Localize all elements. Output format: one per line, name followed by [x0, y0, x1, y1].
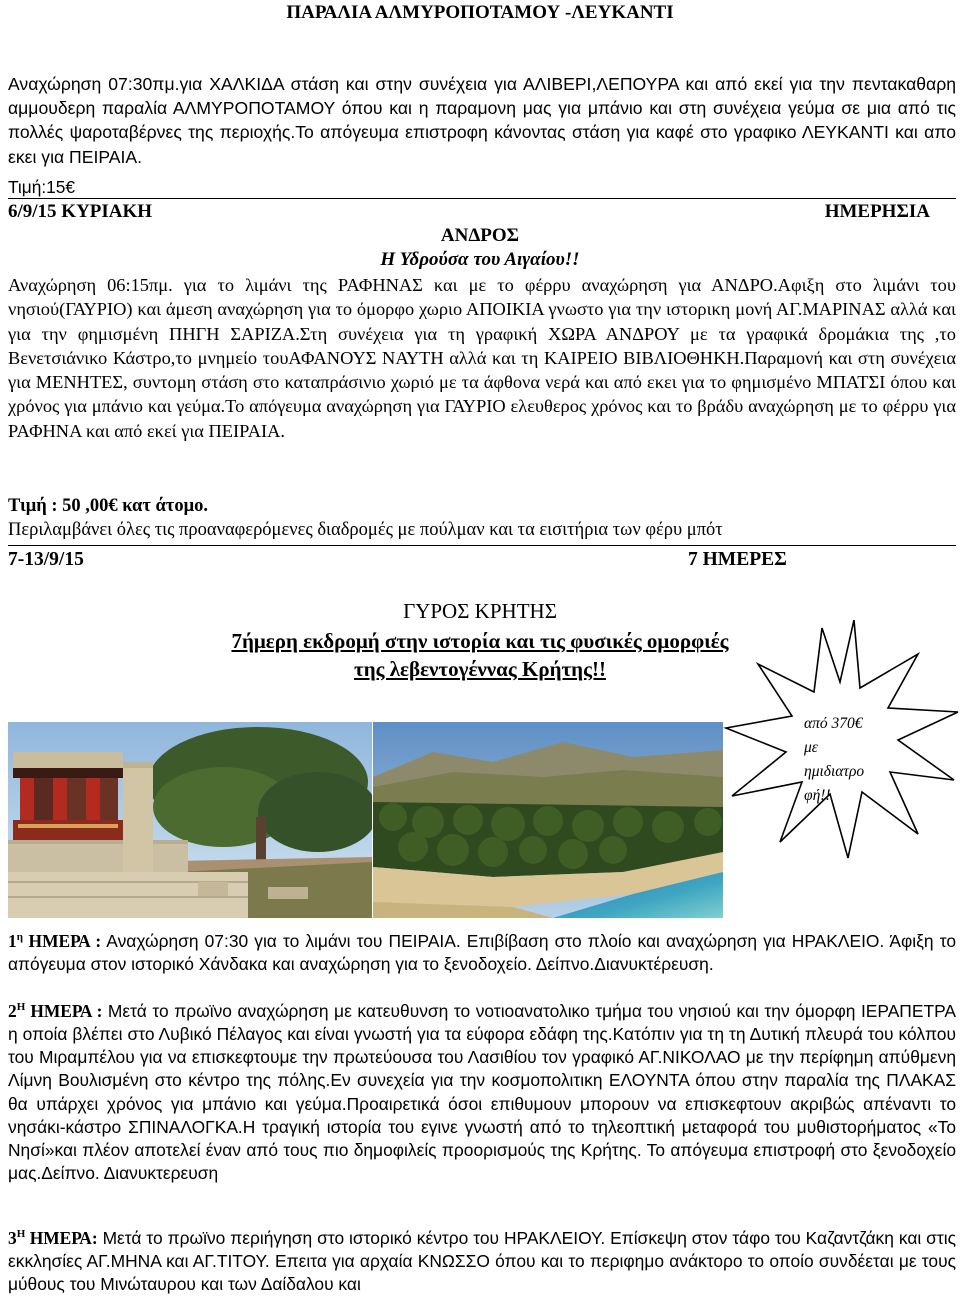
trip2-date: 6/9/15 ΚΥΡΙΑΚΗ	[8, 201, 153, 222]
price-starburst-badge	[722, 620, 960, 860]
day-text: Μετά το πρωϊνο περιήγηση στο ιστορικό κέντρο του ΗΡΑΚΛΕΙΟΥ. Επίσκεψη στον τάφο του Καζαντζάκη και στις εκκλησίες ΑΓ.ΜΗΝΑ και ΑΓ.ΤΙΤΟΥ. Επειτα για αρχαία ΚΝΩΣΣΟ όπου και το περιφημο ανάκτορο το οποίο συνδέεται με τους μύθους του Μινώταυρου και των Δαίδαλου και	[8, 1227, 956, 1295]
trip3-date: 7-13/9/15	[8, 549, 84, 570]
starburst-line: φή!!	[804, 787, 831, 804]
trip1-price: Τιμή:15€	[8, 177, 75, 197]
day-2-paragraph	[8, 996, 956, 1185]
beach-palm-illustration	[373, 722, 723, 918]
knossos-palace-illustration	[8, 722, 372, 918]
day-label: $3^H$ ΗΜΕΡΑ:	[8, 1227, 98, 1248]
section-divider	[8, 198, 956, 199]
trip1-description: Αναχώρηση 07:30πμ.για ΧΑΛΚΙΔΑ στάση και στην συνέχεια για ΑΛΙΒΕΡΙ,ΛΕΠΟΥΡΑ και από εκεί για την πεντακαθαρη αμμουδερη παραλία ΑΛΜΥΡΟΠΟΤΑΜΟΥ όπου και η παραμονη μας για μπάνιο και στη συνέχεια γεύμα σε μια από τις πολλές ψαροταβέρνες της περιοχής.Το απόγευμα επιστροφη κάνοντας στάση για καφέ στο γραφικο ΛΕΥΚΑΝΤΙ και απο εκει για ΠΕΙΡΑΙΑ.	[8, 74, 956, 167]
day-text: Αναχώρηση 07:30 για το λιμάνι του ΠΕΙΡΑΙΑ. Επιβίβαση στο πλοίο και αναχώρηση για ΗΡΑΚΛΕΙΟ. Άφιξη το απόγευμα στον ιστορικό Χάνδακα και αναχώρηση για το ξενοδοχείο. Δείπνο.Διανυκτέρευση.	[8, 930, 956, 974]
trip2-type: ΗΜΕΡΗΣΙΑ	[824, 201, 930, 222]
trip2-description: Αναχώρηση 06:15πμ. για το λιμάνι της ΡΑΦΗΝΑΣ και με το φέρρυ αναχώρηση για ΑΝΔΡΟ.Αφιξη στο λιμάνι του νησιού(ΓΑΥΡΙΟ) και άμεση αναχώρηση για το όμορφο χωριο ΑΠΟΙΚΙΑ γνωστο για την ιστορικη μονή ΑΓ.ΜΑΡΙΝΑΣ αλλά και για την φημισμένη ΠΗΓΗ ΣΑΡΙΖΑ.Στη συνέχεια για τη γραφική ΧΩΡΑ ΑΝΔΡΟΥ με τα γραφικά δρομάκια της ,το Βενετσιάνικο Κάστρο,το μνημείο τουΑΦΑΝΟΥΣ ΝΑΥΤΗ αλλά και τη ΚΑΙΡΕΙΟ ΒΙΒΛΙΟΘΗΚΗ.Παραμονή και στη συνέχεια για ΜΕΝΗΤΕΣ, συντομη στάση στο καταπράσινιο χωριό με τα άφθονα νερά και από εκει για το φημισμένο ΜΠΑΤΣΙ όπου και χρόνος για μπάνιο και γεύμα.Το απόγευμα αναχώρηση για ΓΑΥΡΙΟ ελευθερος χρόνος και το βράδυ αναχώρηση με το φέρρυ για ΡΑΦΗΝΑ και από εκεί για ΠΕΙΡΑΙΑ.	[8, 275, 956, 441]
trip2-includes: Περιλαμβάνει όλες τις προαναφερόμενες διαδρομές με πούλμαν και τα εισιτήρια των φέρυ μπότ	[8, 520, 723, 540]
trip2-subtitle: Η Υδρούσα του Αιγαίου!!	[380, 249, 580, 270]
starburst-text	[804, 712, 864, 808]
starburst-line: ημιδιατρο	[804, 763, 865, 780]
section-divider	[8, 545, 956, 546]
page-title: ΠΑΡΑΛΙΑ ΑΛΜΥΡΟΠΟΤΑΜΟΥ -ΛΕΥΚΑΝΤΙ	[286, 2, 674, 23]
day-3-paragraph	[8, 1223, 956, 1296]
trip2-price: Τιμή : 50 ,00€ κατ άτομο.	[8, 496, 208, 516]
day-label: $1^\eta$ ΗΜΕΡΑ :	[8, 930, 102, 951]
trip3-tagline-1: 7ήμερη εκδρομή στην ιστορία και τις φυσικές ομορφιές	[231, 629, 729, 653]
knossos-palace-photo	[8, 722, 372, 918]
trip3-title: ΓΥΡΟΣ ΚΡΗΤΗΣ	[403, 599, 557, 623]
beach-palm-forest-photo	[373, 722, 723, 918]
trip3-tagline-2: της λεβεντογέννας Κρήτης!!	[354, 657, 606, 681]
trip3-duration: 7 ΗΜΕΡΕΣ	[688, 549, 787, 570]
starburst-line: από 370€	[804, 715, 863, 732]
day-label: $2^H$ ΗΜΕΡΑ :	[8, 1000, 103, 1021]
trip2-destination: ΑΝΔΡΟΣ	[440, 225, 520, 246]
starburst-line: με	[804, 739, 818, 756]
day-text: Μετά το πρωϊνο αναχώρηση με κατευθυνση το νοτιοανατολικο τμήμα του νησιού και την όμορφη ΙΕΡΑΠΕΤΡΑ η οποία βλέπει στο Λυβικό Πέλαγος και είναι γνωστή για τα εύφορα εδάφη της.Κατόπιν για τη τη Δυτική πλευρά του κόλπου του Μιραμπέλου για να επισκεφτουμε την πρωτεύουσα του Λασιθίου τον γραφικό ΑΓ.ΝΙΚΟΛΑΟ με την περίφημη απύθμενη Λίμνη Βουλισμένη στο κέντρο της πόλης.Εν συνεχεία για την κοσμοπολιτικη ΕΛΟΥΝΤΑ όπου στην παραλία της ΠΛΑΚΑΣ θα υπάρχει χρόνος για μπάνιο και γεύμα.Προαιρετικά όσοι επιθυμουν μπορουν να επισκεφτουν ακριβώς απέναντι το νησάκι-κάστρο ΣΠΙΝΑΛΟΓΚΑ.Η τραγική ιστορία του εγινε γνωστή από το τηλεοπτική μεταφορά του μυθιστορήματος «Το Νησί»και πλέον αποτελεί έναν από τους πιο δημοφιλείς προορισμούς της Κρήτης. Το απόγευμα επιστροφή στο ξενοδοχείο μας.Δείπνο. Διανυκτερευση	[8, 1000, 956, 1184]
day-1-paragraph	[8, 926, 956, 976]
